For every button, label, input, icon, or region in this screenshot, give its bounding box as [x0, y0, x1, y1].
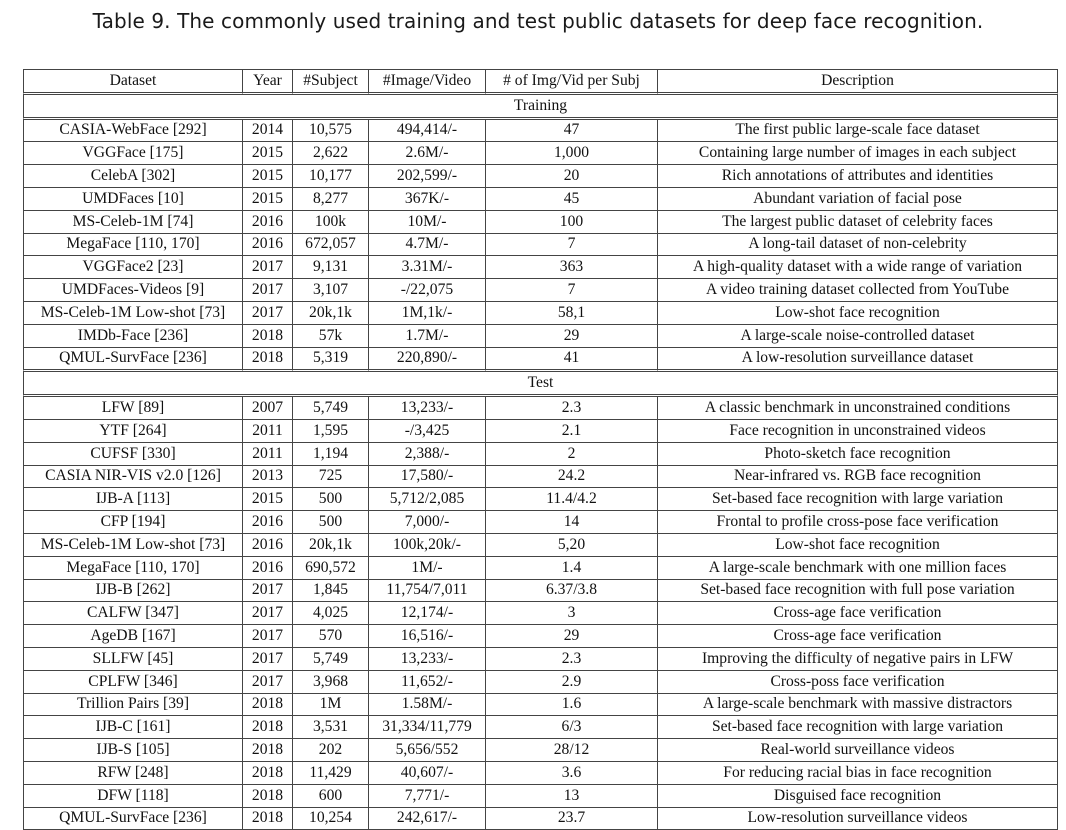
description-cell: A video training dataset collected from YouTube	[658, 279, 1058, 302]
dataset-cell: CFP [194]	[23, 511, 243, 534]
subject-count-cell: 20k,1k	[293, 534, 369, 557]
table-row	[23, 142, 1058, 165]
image-video-count-cell: 40,607/-	[369, 762, 486, 785]
year-cell: 2017	[243, 302, 293, 325]
per-subject-cell: 2.3	[486, 648, 658, 671]
subject-count-cell: 570	[293, 625, 369, 648]
image-video-count-cell: 13,233/-	[369, 397, 486, 420]
table-row	[23, 557, 1058, 580]
per-subject-cell: 5,20	[486, 534, 658, 557]
subject-count-cell: 4,025	[293, 602, 369, 625]
dataset-cell: MS-Celeb-1M Low-shot [73]	[23, 302, 243, 325]
dataset-cell: SLLFW [45]	[23, 648, 243, 671]
header-image-video: #Image/Video	[369, 69, 486, 95]
section-title: Test	[23, 372, 1058, 397]
image-video-count-cell: 1M/-	[369, 557, 486, 580]
description-cell: Photo-sketch face recognition	[658, 443, 1058, 466]
description-cell: Cross-poss face verification	[658, 671, 1058, 694]
year-cell: 2017	[243, 648, 293, 671]
dataset-cell: CASIA-WebFace [292]	[23, 120, 243, 143]
table-row	[23, 625, 1058, 648]
table-row	[23, 602, 1058, 625]
per-subject-cell: 58,1	[486, 302, 658, 325]
image-video-count-cell: 1M,1k/-	[369, 302, 486, 325]
description-cell: Face recognition in unconstrained videos	[658, 420, 1058, 443]
table-row	[23, 739, 1058, 762]
per-subject-cell: 2.9	[486, 671, 658, 694]
description-cell: The largest public dataset of celebrity faces	[658, 211, 1058, 234]
image-video-count-cell: 367K/-	[369, 188, 486, 211]
table-row	[23, 648, 1058, 671]
table-row	[23, 580, 1058, 603]
per-subject-cell: 41	[486, 348, 658, 373]
per-subject-cell: 7	[486, 279, 658, 302]
dataset-cell: UMDFaces [10]	[23, 188, 243, 211]
dataset-cell: CASIA NIR-VIS v2.0 [126]	[23, 466, 243, 489]
year-cell: 2015	[243, 488, 293, 511]
table-row	[23, 420, 1058, 443]
image-video-count-cell: 2,388/-	[369, 443, 486, 466]
image-video-count-cell: 494,414/-	[369, 120, 486, 143]
subject-count-cell: 11,429	[293, 762, 369, 785]
image-video-count-cell: 11,754/7,011	[369, 580, 486, 603]
subject-count-cell: 5,749	[293, 397, 369, 420]
dataset-cell: IJB-C [161]	[23, 716, 243, 739]
subject-count-cell: 725	[293, 466, 369, 489]
year-cell: 2014	[243, 120, 293, 143]
image-video-count-cell: 7,771/-	[369, 785, 486, 808]
table-row	[23, 348, 1058, 373]
image-video-count-cell: 5,712/2,085	[369, 488, 486, 511]
year-cell: 2017	[243, 279, 293, 302]
image-video-count-cell: 16,516/-	[369, 625, 486, 648]
per-subject-cell: 363	[486, 256, 658, 279]
description-cell: The first public large-scale face dataset	[658, 120, 1058, 143]
table-caption: Table 9. The commonly used training and test public datasets for deep face recognition.	[0, 9, 1066, 33]
description-cell: Low-shot face recognition	[658, 302, 1058, 325]
description-cell: Cross-age face verification	[658, 602, 1058, 625]
per-subject-cell: 24.2	[486, 466, 658, 489]
dataset-cell: LFW [89]	[23, 397, 243, 420]
per-subject-cell: 1.4	[486, 557, 658, 580]
description-cell: Real-world surveillance videos	[658, 739, 1058, 762]
description-cell: Containing large number of images in each subject	[658, 142, 1058, 165]
table-row	[23, 211, 1058, 234]
table-row	[23, 443, 1058, 466]
image-video-count-cell: 202,599/-	[369, 165, 486, 188]
subject-count-cell: 3,531	[293, 716, 369, 739]
per-subject-cell: 47	[486, 120, 658, 143]
description-cell: Set-based face recognition with large variation	[658, 716, 1058, 739]
per-subject-cell: 100	[486, 211, 658, 234]
subject-count-cell: 1,194	[293, 443, 369, 466]
per-subject-cell: 29	[486, 325, 658, 348]
dataset-cell: CALFW [347]	[23, 602, 243, 625]
image-video-count-cell: 220,890/-	[369, 348, 486, 373]
description-cell: Set-based face recognition with large variation	[658, 488, 1058, 511]
year-cell: 2018	[243, 694, 293, 717]
dataset-cell: VGGFace2 [23]	[23, 256, 243, 279]
per-subject-cell: 29	[486, 625, 658, 648]
image-video-count-cell: -/22,075	[369, 279, 486, 302]
table-row	[23, 671, 1058, 694]
year-cell: 2018	[243, 785, 293, 808]
image-video-count-cell: 5,656/552	[369, 739, 486, 762]
per-subject-cell: 2.1	[486, 420, 658, 443]
description-cell: Low-shot face recognition	[658, 534, 1058, 557]
subject-count-cell: 1,595	[293, 420, 369, 443]
table-row	[23, 165, 1058, 188]
per-subject-cell: 3.6	[486, 762, 658, 785]
table-row	[23, 511, 1058, 534]
dataset-cell: MS-Celeb-1M Low-shot [73]	[23, 534, 243, 557]
description-cell: Rich annotations of attributes and identities	[658, 165, 1058, 188]
year-cell: 2018	[243, 762, 293, 785]
subject-count-cell: 2,622	[293, 142, 369, 165]
table-row	[23, 466, 1058, 489]
dataset-cell: MegaFace [110, 170]	[23, 557, 243, 580]
table-row	[23, 279, 1058, 302]
table-row	[23, 534, 1058, 557]
subject-count-cell: 9,131	[293, 256, 369, 279]
year-cell: 2015	[243, 142, 293, 165]
dataset-cell: RFW [248]	[23, 762, 243, 785]
image-video-count-cell: 2.6M/-	[369, 142, 486, 165]
table-row	[23, 785, 1058, 808]
description-cell: A large-scale noise-controlled dataset	[658, 325, 1058, 348]
dataset-cell: CPLFW [346]	[23, 671, 243, 694]
dataset-cell: IMDb-Face [236]	[23, 325, 243, 348]
description-cell: A low-resolution surveillance dataset	[658, 348, 1058, 373]
dataset-cell: DFW [118]	[23, 785, 243, 808]
year-cell: 2018	[243, 716, 293, 739]
subject-count-cell: 1M	[293, 694, 369, 717]
dataset-cell: UMDFaces-Videos [9]	[23, 279, 243, 302]
image-video-count-cell: 1.7M/-	[369, 325, 486, 348]
per-subject-cell: 14	[486, 511, 658, 534]
table-row	[23, 188, 1058, 211]
image-video-count-cell: 12,174/-	[369, 602, 486, 625]
year-cell: 2013	[243, 466, 293, 489]
dataset-cell: YTF [264]	[23, 420, 243, 443]
table-row	[23, 694, 1058, 717]
description-cell: Near-infrared vs. RGB face recognition	[658, 466, 1058, 489]
year-cell: 2018	[243, 739, 293, 762]
table-row	[23, 234, 1058, 257]
table-row	[23, 256, 1058, 279]
description-cell: Cross-age face verification	[658, 625, 1058, 648]
dataset-cell: IJB-A [113]	[23, 488, 243, 511]
year-cell: 2018	[243, 325, 293, 348]
subject-count-cell: 3,107	[293, 279, 369, 302]
subject-count-cell: 20k,1k	[293, 302, 369, 325]
per-subject-cell: 28/12	[486, 739, 658, 762]
section-title: Training	[23, 95, 1058, 120]
year-cell: 2016	[243, 557, 293, 580]
subject-count-cell: 1,845	[293, 580, 369, 603]
year-cell: 2017	[243, 625, 293, 648]
dataset-cell: CUFSF [330]	[23, 443, 243, 466]
image-video-count-cell: 17,580/-	[369, 466, 486, 489]
year-cell: 2016	[243, 234, 293, 257]
header-year: Year	[243, 69, 293, 95]
year-cell: 2007	[243, 397, 293, 420]
image-video-count-cell: 100k,20k/-	[369, 534, 486, 557]
dataset-cell: CelebA [302]	[23, 165, 243, 188]
dataset-cell: MegaFace [110, 170]	[23, 234, 243, 257]
image-video-count-cell: 31,334/11,779	[369, 716, 486, 739]
header-description: Description	[658, 69, 1058, 95]
header-per-subject: # of Img/Vid per Subj	[486, 69, 658, 95]
description-cell: A classic benchmark in unconstrained conditions	[658, 397, 1058, 420]
per-subject-cell: 2.3	[486, 397, 658, 420]
table-row	[23, 397, 1058, 420]
year-cell: 2015	[243, 165, 293, 188]
image-video-count-cell: 13,233/-	[369, 648, 486, 671]
subject-count-cell: 600	[293, 785, 369, 808]
image-video-count-cell: 11,652/-	[369, 671, 486, 694]
year-cell: 2011	[243, 420, 293, 443]
table-row	[23, 120, 1058, 143]
table-row	[23, 325, 1058, 348]
year-cell: 2015	[243, 188, 293, 211]
subject-count-cell: 8,277	[293, 188, 369, 211]
year-cell: 2018	[243, 348, 293, 373]
description-cell: Improving the difficulty of negative pairs in LFW	[658, 648, 1058, 671]
per-subject-cell: 7	[486, 234, 658, 257]
header-subject: #Subject	[293, 69, 369, 95]
subject-count-cell: 690,572	[293, 557, 369, 580]
subject-count-cell: 500	[293, 488, 369, 511]
dataset-cell: QMUL-SurvFace [236]	[23, 808, 243, 830]
image-video-count-cell: -/3,425	[369, 420, 486, 443]
description-cell: Frontal to profile cross-pose face verification	[658, 511, 1058, 534]
image-video-count-cell: 4.7M/-	[369, 234, 486, 257]
dataset-cell: IJB-B [262]	[23, 580, 243, 603]
subject-count-cell: 5,749	[293, 648, 369, 671]
header-dataset: Dataset	[23, 69, 243, 95]
per-subject-cell: 45	[486, 188, 658, 211]
per-subject-cell: 1,000	[486, 142, 658, 165]
subject-count-cell: 5,319	[293, 348, 369, 373]
table-row	[23, 302, 1058, 325]
table-row	[23, 808, 1058, 830]
year-cell: 2017	[243, 602, 293, 625]
table-row	[23, 488, 1058, 511]
per-subject-cell: 1.6	[486, 694, 658, 717]
subject-count-cell: 500	[293, 511, 369, 534]
subject-count-cell: 10,177	[293, 165, 369, 188]
header-row	[23, 69, 1058, 95]
dataset-cell: VGGFace [175]	[23, 142, 243, 165]
dataset-cell: QMUL-SurvFace [236]	[23, 348, 243, 373]
subject-count-cell: 10,575	[293, 120, 369, 143]
per-subject-cell: 20	[486, 165, 658, 188]
subject-count-cell: 672,057	[293, 234, 369, 257]
year-cell: 2017	[243, 580, 293, 603]
year-cell: 2018	[243, 808, 293, 830]
per-subject-cell: 11.4/4.2	[486, 488, 658, 511]
image-video-count-cell: 7,000/-	[369, 511, 486, 534]
year-cell: 2017	[243, 256, 293, 279]
year-cell: 2016	[243, 511, 293, 534]
dataset-cell: MS-Celeb-1M [74]	[23, 211, 243, 234]
per-subject-cell: 6/3	[486, 716, 658, 739]
description-cell: For reducing racial bias in face recognition	[658, 762, 1058, 785]
description-cell: A large-scale benchmark with massive distractors	[658, 694, 1058, 717]
table-row	[23, 762, 1058, 785]
per-subject-cell: 13	[486, 785, 658, 808]
description-cell: Low-resolution surveillance videos	[658, 808, 1058, 830]
subject-count-cell: 202	[293, 739, 369, 762]
datasets-table	[23, 69, 1058, 830]
image-video-count-cell: 3.31M/-	[369, 256, 486, 279]
per-subject-cell: 3	[486, 602, 658, 625]
section-row-test	[23, 372, 1058, 397]
description-cell: Abundant variation of facial pose	[658, 188, 1058, 211]
year-cell: 2016	[243, 211, 293, 234]
subject-count-cell: 57k	[293, 325, 369, 348]
year-cell: 2011	[243, 443, 293, 466]
dataset-cell: AgeDB [167]	[23, 625, 243, 648]
description-cell: Set-based face recognition with full pose variation	[658, 580, 1058, 603]
description-cell: A large-scale benchmark with one million faces	[658, 557, 1058, 580]
image-video-count-cell: 242,617/-	[369, 808, 486, 830]
subject-count-cell: 3,968	[293, 671, 369, 694]
subject-count-cell: 10,254	[293, 808, 369, 830]
dataset-cell: IJB-S [105]	[23, 739, 243, 762]
description-cell: A high-quality dataset with a wide range of variation	[658, 256, 1058, 279]
section-row-training	[23, 95, 1058, 120]
image-video-count-cell: 1.58M/-	[369, 694, 486, 717]
per-subject-cell: 2	[486, 443, 658, 466]
table-body	[23, 69, 1058, 830]
image-video-count-cell: 10M/-	[369, 211, 486, 234]
per-subject-cell: 6.37/3.8	[486, 580, 658, 603]
year-cell: 2017	[243, 671, 293, 694]
per-subject-cell: 23.7	[486, 808, 658, 830]
description-cell: Disguised face recognition	[658, 785, 1058, 808]
description-cell: A long-tail dataset of non-celebrity	[658, 234, 1058, 257]
subject-count-cell: 100k	[293, 211, 369, 234]
year-cell: 2016	[243, 534, 293, 557]
table-row	[23, 716, 1058, 739]
dataset-cell: Trillion Pairs [39]	[23, 694, 243, 717]
